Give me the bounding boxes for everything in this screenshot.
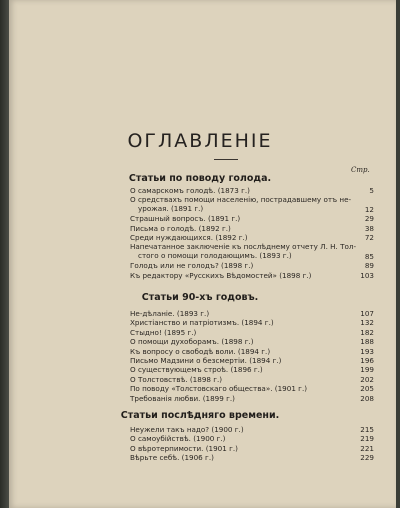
toc-entry[interactable] xyxy=(130,365,374,374)
toc-entry-title: О существующемъ строѣ. (1896 г.) xyxy=(130,365,263,375)
toc-entry[interactable] xyxy=(130,328,374,337)
toc-entry-title: Къ вопросу о свободѣ воли. (1894 г.) xyxy=(130,346,271,356)
toc-entry[interactable] xyxy=(130,261,374,270)
toc-entry-title: О Толстовствѣ. (1898 г.) xyxy=(130,374,223,384)
toc-entry-title-continued: урожая. (1891 г.) xyxy=(130,204,205,213)
toc-entry-page: 103 xyxy=(354,271,374,280)
toc-entry[interactable] xyxy=(130,434,374,443)
page-column-label: Стр. xyxy=(351,166,370,174)
toc-entry-title: Къ редактору «Русскихъ Вѣдомостей» (1898 г.) xyxy=(130,270,312,280)
toc-entry-title: О самоубійствѣ. (1900 г.) xyxy=(130,434,226,444)
toc-entry-page: 193 xyxy=(354,347,374,356)
toc-entry-title: Страшный вопросъ. (1891 г.) xyxy=(130,214,241,224)
toc-entry[interactable] xyxy=(130,309,374,318)
page-title: ОГЛАВЛЕНІЕ xyxy=(127,130,273,152)
toc-entry-page: 229 xyxy=(354,453,374,462)
toc-entry[interactable] xyxy=(130,233,374,242)
toc-entry-page: 219 xyxy=(354,434,374,443)
toc-entry-page: 208 xyxy=(354,394,374,403)
toc-entry-page: 89 xyxy=(354,261,374,270)
toc-entry[interactable] xyxy=(130,375,374,384)
toc-entry[interactable] xyxy=(130,271,374,280)
toc-entry-page: 199 xyxy=(354,365,374,374)
toc-entry-title: Христіанство и патріотизмъ. (1894 г.) xyxy=(130,318,274,328)
toc-entry-title: Неужели такъ надо? (1900 г.) xyxy=(130,425,244,434)
toc-entry-title: Стыдно! (1895 г.) xyxy=(130,327,197,337)
toc-entry-page: 221 xyxy=(354,444,374,453)
section-heading: Статьи 90-хъ годовъ. xyxy=(141,292,259,303)
toc-entry[interactable] xyxy=(130,242,374,260)
toc-entry-title: По поводу «Толстовскаго общества». (1901 г.) xyxy=(130,384,308,394)
toc-entry-title: Голодъ или не голодъ? (1898 г.) xyxy=(130,261,254,271)
toc-entry[interactable] xyxy=(130,384,374,393)
toc-entry-page: 72 xyxy=(354,233,374,242)
toc-entry[interactable] xyxy=(130,186,374,195)
toc-entry-page: 107 xyxy=(354,309,374,318)
toc-entry-page: 188 xyxy=(354,337,374,346)
toc-entry-title: Не-дѣланіе. (1893 г.) xyxy=(130,309,210,318)
toc-entry-page: 215 xyxy=(354,425,374,434)
toc-entry-title: Напечатанное заключеніе къ послѣднему отчету Л. Н. Тол- xyxy=(130,242,357,252)
toc-entry[interactable] xyxy=(130,337,374,346)
toc-entry-page: 196 xyxy=(354,356,374,365)
toc-entry[interactable] xyxy=(130,444,374,453)
section-heading: Статьи послѣдняго времени. xyxy=(120,410,280,421)
toc-entry-title: О самарскомъ голодѣ. (1873 г.) xyxy=(130,186,250,195)
toc-entry-title: О помощи духоборамъ. (1898 г.) xyxy=(130,337,254,347)
toc-entry-title: О вѣротерпимости. (1901 г.) xyxy=(130,443,238,453)
toc-entry-page: 182 xyxy=(354,328,374,337)
toc-entry[interactable] xyxy=(130,318,374,327)
toc-entry-page: 38 xyxy=(354,224,374,233)
toc-entry-title: Письма о голодѣ. (1892 г.) xyxy=(130,223,231,233)
toc-entry[interactable] xyxy=(130,425,374,434)
toc-entry-page: 202 xyxy=(354,375,374,384)
toc-entry-page: 132 xyxy=(354,318,374,327)
toc-entry[interactable] xyxy=(130,394,374,403)
toc-entry-title: Требованія любви. (1899 г.) xyxy=(130,393,235,403)
toc-entry-page: 85 xyxy=(354,252,374,261)
toc-entry[interactable] xyxy=(130,453,374,462)
toc-entry[interactable] xyxy=(130,214,374,223)
toc-entry-page: 205 xyxy=(354,384,374,393)
section-heading: Статьи по поводу голода. xyxy=(128,173,272,184)
toc-entry-title: Среди нуждающихся. (1892 г.) xyxy=(130,233,248,242)
toc-entry-title: Вѣрьте себѣ. (1906 г.) xyxy=(130,453,214,463)
toc-entry[interactable] xyxy=(130,224,374,233)
toc-entry[interactable] xyxy=(130,347,374,356)
toc-entry[interactable] xyxy=(130,195,374,213)
toc-entry-title: Письмо Мадзини о безсмертіи. (1894 г.) xyxy=(130,356,282,365)
toc-entry[interactable] xyxy=(130,356,374,365)
toc-entry-title-continued: стого о помощи голодающимъ. (1893 г.) xyxy=(130,251,294,260)
toc-entry-title: О средствахъ помощи населенію, пострадавшему отъ не- xyxy=(130,195,352,205)
toc-entry-page: 12 xyxy=(354,205,374,214)
toc-entry-page: 5 xyxy=(354,186,374,195)
toc-entry-page: 29 xyxy=(354,214,374,223)
